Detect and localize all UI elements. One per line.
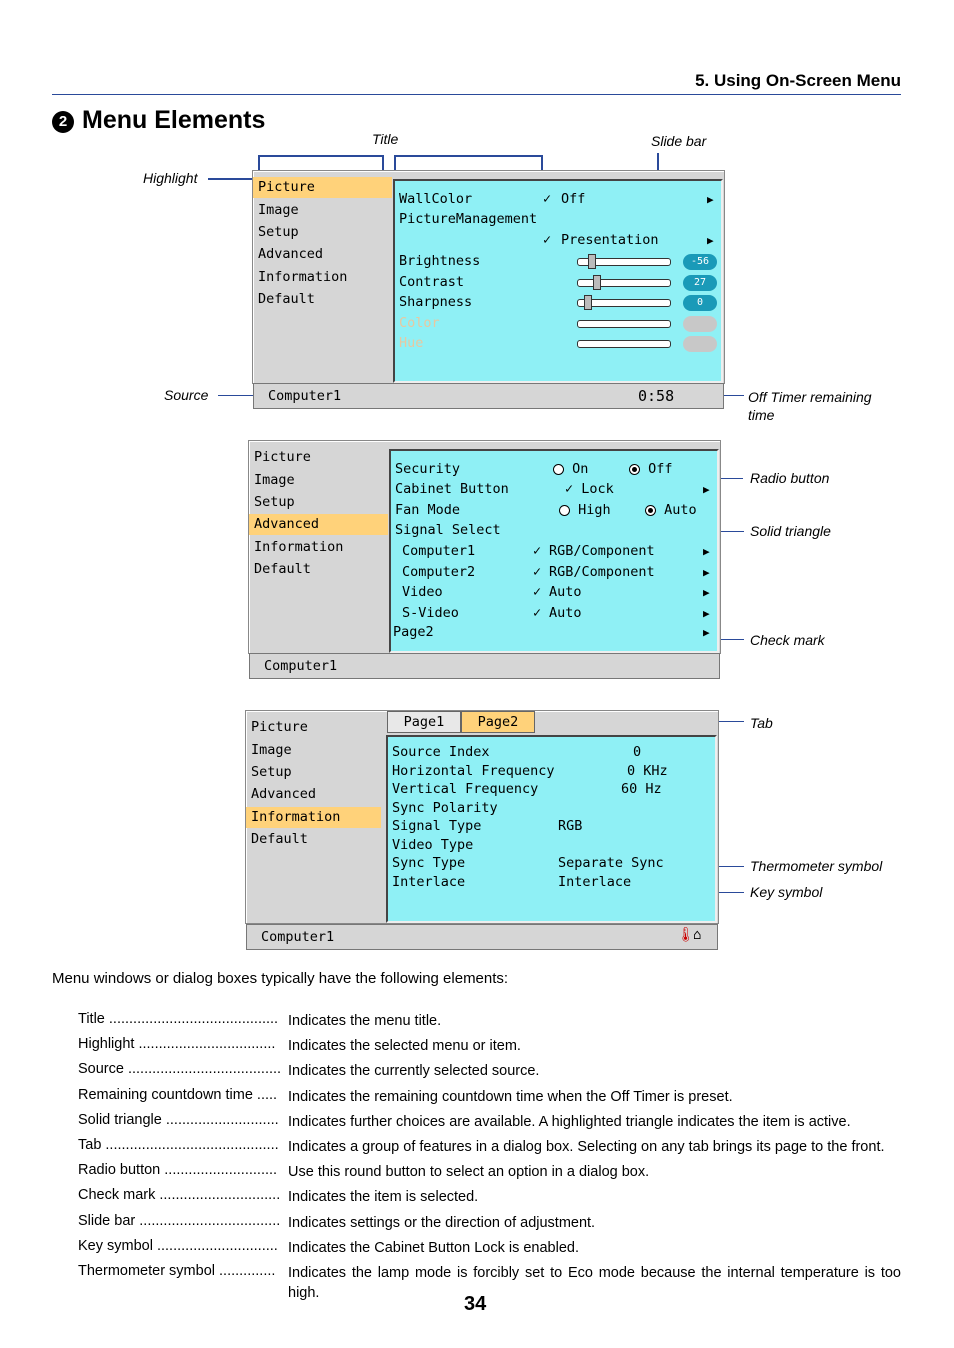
menu-item-information[interactable]: Information — [258, 269, 348, 285]
info-label: Horizontal Frequency — [392, 762, 555, 779]
signal-value: Auto — [549, 604, 582, 621]
tab-page1[interactable]: Page1 — [387, 711, 461, 733]
menu-item-image[interactable]: Image — [251, 742, 292, 758]
menu-item-default[interactable]: Default — [251, 831, 308, 847]
description-term: Check mark .............................. — [78, 1187, 281, 1204]
slider-thumb[interactable] — [593, 275, 601, 290]
slide-bar[interactable] — [577, 320, 671, 328]
menu-picture — [252, 170, 725, 405]
cabinet-label[interactable]: Cabinet Button — [395, 481, 509, 497]
row-value: Presentation — [561, 232, 659, 248]
info-label: Source Index — [392, 744, 490, 760]
menu-item-image[interactable]: Image — [258, 202, 299, 218]
description-term: Radio button ............................ — [78, 1162, 278, 1179]
callout-radio-button: Radio button — [750, 470, 830, 486]
description-term: Tab ........................................... — [78, 1137, 279, 1153]
callout-solid-triangle: Solid triangle — [750, 523, 831, 539]
section-number: 2 — [52, 111, 74, 133]
description-definition: Use this round button to select an option in a dialog box. — [288, 1164, 650, 1181]
callout-slide-bar: Slide bar — [651, 133, 707, 149]
page-header — [52, 70, 901, 95]
description-definition: Indicates the item is selected. — [288, 1189, 479, 1206]
menu-item-setup[interactable]: Setup — [258, 224, 299, 240]
menu-item-advanced[interactable]: Advanced — [249, 514, 388, 535]
description-term: Highlight .................................. — [78, 1036, 276, 1053]
info-label: Video Type — [392, 836, 474, 853]
slider-label[interactable]: Hue — [399, 335, 424, 351]
solid-triangle-icon[interactable]: ▶ — [703, 606, 710, 620]
signal-label[interactable]: Computer1 — [402, 543, 476, 559]
slider-value — [683, 316, 717, 332]
info-value: Interlace — [558, 873, 632, 890]
security-label[interactable]: Security — [395, 461, 461, 477]
menu-item-advanced[interactable]: Advanced — [258, 246, 324, 262]
intro-text: Menu windows or dialog boxes typically have the following elements: — [52, 970, 509, 987]
info-value: RGB — [558, 818, 583, 834]
solid-triangle-icon[interactable]: ▶ — [707, 234, 714, 247]
section-heading: 5. Using On-Screen Menu — [695, 71, 901, 90]
info-value: 60 Hz — [621, 781, 662, 797]
slide-bar[interactable] — [577, 279, 671, 287]
solid-triangle-icon[interactable]: ▶ — [703, 626, 710, 639]
info-label: Signal Type — [392, 818, 482, 834]
description-definition: Indicates settings or the direction of adjustment. — [288, 1214, 596, 1231]
info-label: Sync Polarity — [392, 799, 498, 816]
check-mark: ✓ — [533, 543, 542, 559]
description-term: Source ...................................... — [78, 1061, 282, 1078]
info-label: Vertical Frequency — [392, 781, 539, 797]
slider-value — [683, 336, 717, 352]
check-mark: ✓ — [533, 604, 542, 621]
check-mark: ✓ — [533, 584, 542, 600]
slider-label[interactable]: Sharpness — [399, 294, 473, 310]
solid-triangle-icon[interactable]: ▶ — [703, 565, 710, 579]
description-definition: Indicates the lamp mode is forcibly set to Eco mode because the internal temperature is too high. — [288, 1265, 901, 1301]
info-value: Separate Sync — [558, 855, 664, 871]
page-number: 34 — [464, 1293, 487, 1315]
menu-item-information[interactable]: Information — [254, 539, 344, 555]
section-title — [52, 106, 265, 135]
signal-select-label: Signal Select — [395, 522, 501, 538]
check-mark: ✓ — [543, 232, 552, 248]
solid-triangle-icon[interactable]: ▶ — [703, 545, 710, 558]
menu-advanced — [248, 440, 721, 674]
slider-label[interactable]: Color — [399, 314, 440, 331]
callout-source: Source — [164, 387, 209, 403]
info-value: 0 — [633, 744, 642, 760]
fan-auto-radio[interactable]: Auto — [645, 502, 697, 518]
solid-triangle-icon[interactable]: ▶ — [707, 193, 714, 206]
callout-title: Title — [372, 131, 399, 147]
description-definition: Indicates the selected menu or item. — [288, 1038, 521, 1055]
callout-thermometer: Thermometer symbol — [750, 858, 883, 874]
description-definition: Indicates the menu title. — [288, 1013, 442, 1029]
description-definition: Indicates the remaining countdown time when the Off Timer is preset. — [288, 1088, 733, 1105]
signal-label[interactable]: S-Video — [402, 604, 459, 621]
signal-label[interactable]: Computer2 — [402, 563, 476, 580]
menu-item-setup[interactable]: Setup — [254, 494, 295, 510]
signal-value: RGB/Component — [549, 563, 655, 580]
page2-label[interactable]: Page2 — [393, 624, 434, 640]
tab-page2[interactable]: Page2 — [461, 711, 535, 733]
description-term: Key symbol .............................. — [78, 1237, 278, 1254]
description-term: Slide bar ................................... — [78, 1212, 281, 1229]
check-mark: ✓ — [533, 563, 542, 580]
off-timer: 0:58 — [638, 387, 675, 405]
description-term: Thermometer symbol .............. — [78, 1263, 276, 1279]
info-value: 0 KHz — [627, 762, 668, 779]
source-label: Computer1 — [264, 658, 338, 674]
menu-item-setup[interactable]: Setup — [251, 764, 292, 780]
signal-value: Auto — [549, 584, 582, 600]
radio-selected-icon — [629, 464, 640, 475]
slider-thumb[interactable] — [588, 254, 596, 269]
menu-item-picture[interactable]: Picture — [251, 719, 308, 735]
info-label: Interlace — [392, 873, 466, 890]
advanced-panel — [389, 449, 719, 653]
solid-triangle-icon[interactable]: ▶ — [703, 483, 710, 496]
cabinet-value: ✓ Lock — [565, 481, 614, 497]
source-label: Computer1 — [268, 388, 342, 404]
slide-bar[interactable] — [577, 340, 671, 348]
check-mark: ✓ — [543, 191, 552, 207]
slider-value: 27 — [683, 275, 717, 291]
section-title-text: Menu Elements — [82, 106, 266, 134]
menu-item-advanced[interactable]: Advanced — [251, 786, 317, 802]
signal-value: RGB/Component — [549, 543, 655, 559]
solid-triangle-icon[interactable]: ▶ — [703, 586, 710, 599]
security-on-radio[interactable]: On — [553, 461, 588, 477]
menu-information — [245, 710, 719, 945]
row-value: Off — [561, 191, 586, 207]
description-definition: Indicates a group of features in a dialog box. Selecting on any tab brings its page to the front. — [288, 1139, 885, 1155]
information-panel — [386, 735, 717, 923]
radio-icon — [559, 505, 570, 516]
fan-label[interactable]: Fan Mode — [395, 502, 461, 518]
callout-check-mark: Check mark — [750, 632, 825, 648]
slider-label[interactable]: Brightness — [399, 253, 481, 269]
info-label: Sync Type — [392, 855, 466, 871]
slider-value: -56 — [683, 254, 717, 270]
slider-label[interactable]: Contrast — [399, 273, 465, 290]
slider-thumb[interactable] — [584, 295, 592, 310]
menu-item-image[interactable]: Image — [254, 472, 295, 488]
description-term: Solid triangle ............................ — [78, 1111, 279, 1128]
slider-value: 0 — [683, 295, 717, 311]
menu-item-picture[interactable]: Picture — [254, 449, 311, 465]
row-label[interactable]: PictureManagement — [399, 211, 538, 227]
callout-off-timer: Off Timer remaining time — [748, 389, 872, 423]
callout-highlight: Highlight — [143, 170, 198, 186]
description-definition: Indicates the Cabinet Button Lock is enabled. — [288, 1239, 579, 1256]
menu-item-default[interactable]: Default — [254, 561, 311, 577]
picture-panel — [393, 179, 723, 383]
status-bar — [246, 924, 718, 950]
menu-item-picture[interactable]: Picture — [253, 177, 392, 198]
description-definition: Indicates the currently selected source. — [288, 1063, 540, 1080]
radio-icon — [553, 464, 564, 475]
thermometer-icon: 🌡 — [677, 927, 695, 943]
description-term: Remaining countdown time ..... — [78, 1086, 278, 1103]
row-label[interactable]: WallColor — [399, 191, 473, 207]
key-icon: ⌂ — [693, 927, 702, 943]
security-off-radio[interactable]: Off — [629, 461, 673, 477]
callout-key: Key symbol — [750, 884, 823, 900]
signal-label[interactable]: Video — [402, 584, 443, 600]
callout-tab: Tab — [750, 715, 773, 731]
menu-item-default[interactable]: Default — [258, 291, 315, 307]
source-label: Computer1 — [261, 929, 335, 945]
fan-high-radio[interactable]: High — [559, 502, 611, 518]
menu-item-information[interactable]: Information — [246, 807, 381, 828]
radio-selected-icon — [645, 505, 656, 516]
description-term: Title .......................................... — [78, 1011, 279, 1027]
status-bar — [249, 653, 720, 679]
description-definition: Indicates further choices are available. A highlighted triangle indicates the item is active. — [288, 1113, 851, 1130]
status-bar — [253, 383, 724, 409]
